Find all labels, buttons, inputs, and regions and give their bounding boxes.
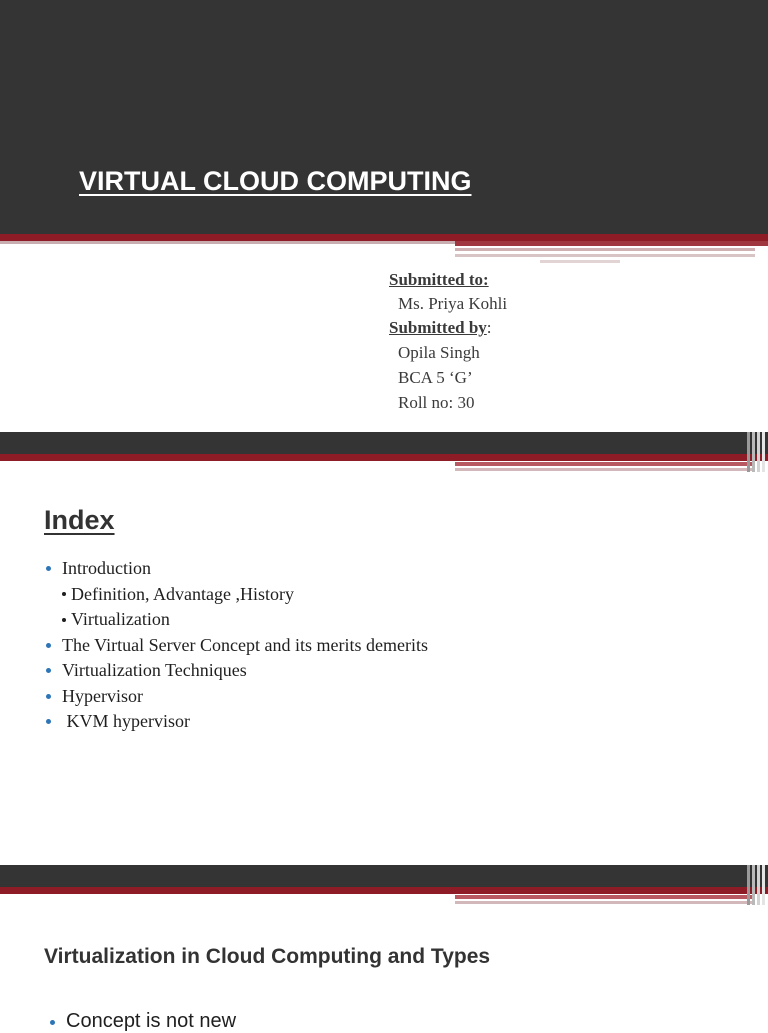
- bullet-dot: [46, 668, 51, 673]
- decorative-ribbon: [752, 432, 755, 472]
- bullet-dot: [50, 1020, 55, 1025]
- decorative-ribbon: [762, 865, 765, 905]
- decorative-ribbon: [757, 432, 760, 472]
- index-slide-header-band: [0, 432, 768, 454]
- submitted-to-name: Ms. Priya Kohli: [398, 294, 508, 313]
- decorative-stripe: [455, 254, 755, 257]
- sub-bullet-dot: [62, 618, 66, 622]
- title-slide-red-rule: [0, 234, 768, 241]
- index-subitem: Virtualization: [71, 609, 170, 629]
- decorative-stripe: [455, 248, 755, 251]
- decorative-stripe: [455, 901, 755, 904]
- index-heading: Index: [44, 505, 115, 535]
- submitted-by-label: Submitted by: [389, 318, 487, 337]
- decorative-ribbon: [752, 865, 755, 905]
- student-class: BCA 5 ‘G’: [398, 368, 473, 387]
- decorative-stripe: [455, 895, 755, 899]
- bullet-dot: [46, 719, 51, 724]
- bullet-dot: [46, 643, 51, 648]
- title-slide-header-band: [0, 0, 768, 234]
- decorative-stripe: [455, 241, 768, 246]
- presentation-title: VIRTUAL CLOUD COMPUTING: [79, 166, 472, 196]
- bullet-dot: [46, 566, 51, 571]
- student-roll-number: Roll no: 30: [398, 393, 475, 412]
- index-item: The Virtual Server Concept and its merits demerits: [62, 635, 428, 655]
- slide3-heading: Virtualization in Cloud Computing and Types: [44, 945, 491, 968]
- submitted-to-label: Submitted to:: [389, 270, 489, 289]
- decorative-ribbon: [762, 432, 765, 472]
- decorative-ribbon: [757, 865, 760, 905]
- slide3-red-rule: [0, 887, 768, 894]
- index-item: Hypervisor: [62, 686, 143, 706]
- index-slide-red-rule: [0, 454, 768, 461]
- index-item: Introduction: [62, 558, 151, 578]
- index-item: KVM hypervisor: [62, 711, 190, 731]
- bullet-dot: [46, 694, 51, 699]
- decorative-stripe: [455, 462, 755, 466]
- decorative-ribbon: [747, 432, 750, 472]
- slide3-bullet: Concept is not new: [66, 1010, 237, 1032]
- decorative-stripe: [540, 260, 620, 263]
- student-name: Opila Singh: [398, 343, 480, 362]
- sub-bullet-dot: [62, 592, 66, 596]
- decorative-ribbon: [747, 865, 750, 905]
- submitted-by-colon: :: [486, 318, 492, 337]
- submitted-by-row: [389, 318, 492, 338]
- slide3-header-band: [0, 865, 768, 887]
- index-subitem: Definition, Advantage ,History: [71, 584, 294, 604]
- index-item: Virtualization Techniques: [62, 660, 247, 680]
- decorative-stripe: [455, 468, 755, 471]
